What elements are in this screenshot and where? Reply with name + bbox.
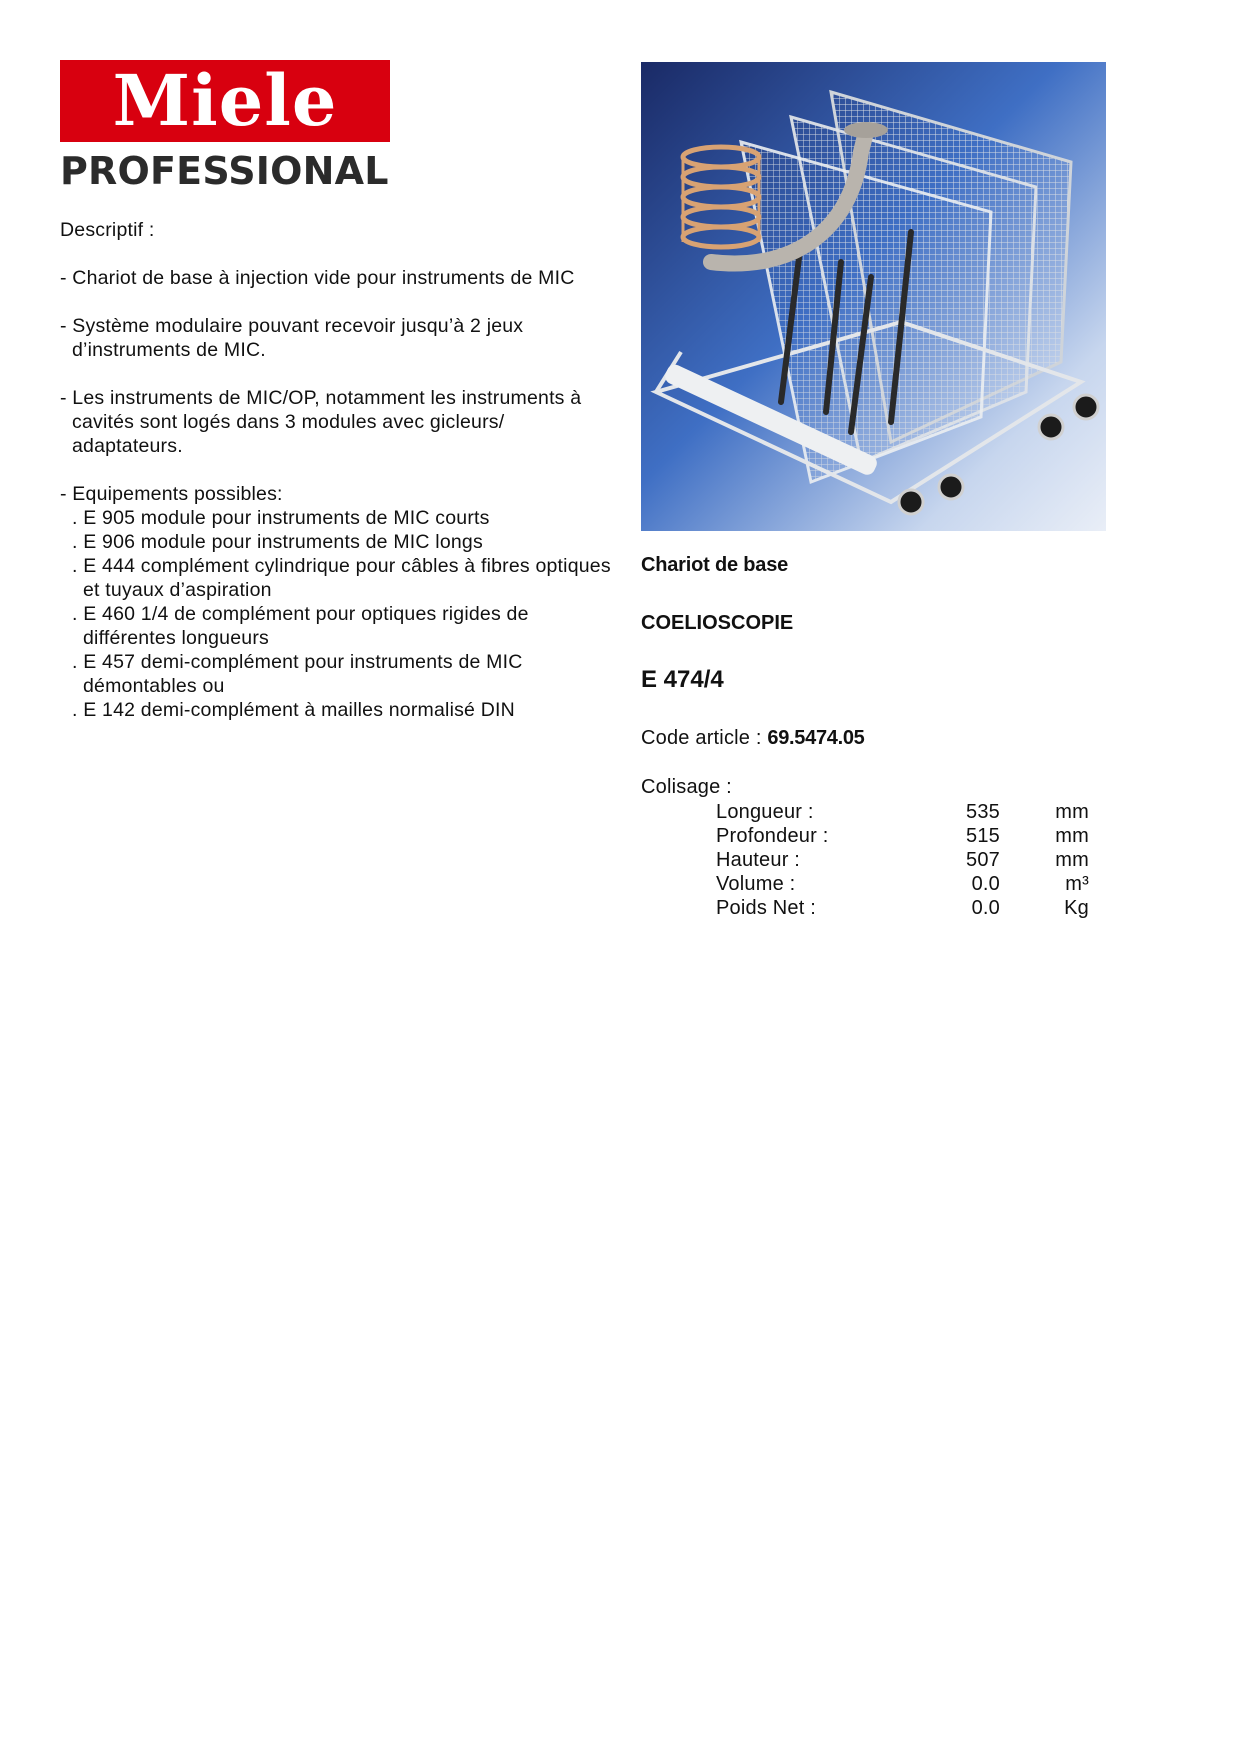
packing-row-label: Poids Net : [716, 897, 817, 919]
packing-row-unit: mm [1055, 801, 1089, 823]
cart-illustration [641, 62, 1106, 531]
equipment-item: . E 142 demi-complément à mailles normalisé DIN [72, 699, 515, 721]
packing-row-unit: mm [1055, 825, 1089, 847]
description-label: Descriptif : [60, 219, 155, 241]
article-code [641, 727, 865, 750]
equipment-list [60, 506, 620, 722]
packing-row [716, 824, 1096, 848]
packing-row-label: Hauteur : [716, 849, 801, 871]
packing-table [716, 800, 1096, 920]
packing-row-label: Profondeur : [716, 825, 829, 847]
packing-row [716, 872, 1096, 896]
equipment-item: . E 460 1/4 de complément pour optiques rigides de différentes longueurs [72, 603, 529, 649]
product-photo [641, 62, 1106, 531]
description-section [60, 218, 620, 722]
equipment-item: . E 905 module pour instruments de MIC courts [72, 507, 490, 529]
packing-row-unit: Kg [1064, 897, 1089, 919]
product-title: Chariot de base [641, 554, 789, 576]
article-code-label: Code article : [641, 727, 768, 749]
packing-row [716, 896, 1096, 920]
product-category: COELIOSCOPIE [641, 612, 794, 634]
packing-row-value: 0.0 [971, 897, 1000, 919]
miele-professional-logo [60, 60, 390, 194]
description-paragraph: - Système modulaire pouvant recevoir jusqu’à 2 jeux d’instruments de MIC. [60, 315, 524, 361]
equipment-item: . E 444 complément cylindrique pour câbles à fibres optiques et tuyaux d’aspiration [72, 555, 611, 601]
packing-row-value: 507 [966, 849, 1000, 871]
packing-row [716, 848, 1096, 872]
packing-row [716, 800, 1096, 824]
equipment-item: . E 906 module pour instruments de MIC longs [72, 531, 483, 553]
logo-red-banner [60, 60, 390, 142]
packing-row-unit: m³ [1065, 873, 1089, 895]
packing-row-label: Volume : [716, 873, 796, 895]
product-model: E 474/4 [641, 666, 724, 693]
logo-professional-text: PROFESSIONAL [60, 149, 389, 193]
packing-row-label: Longueur : [716, 801, 814, 823]
packing-row-value: 535 [966, 801, 1000, 823]
description-paragraph: - Chariot de base à injection vide pour instruments de MIC [60, 267, 575, 289]
packing-label: Colisage : [641, 776, 732, 798]
article-code-value: 69.5474.05 [767, 727, 865, 749]
equipment-item: . E 457 demi-complément pour instruments de MIC démontables ou [72, 651, 523, 697]
packing-row-value: 515 [966, 825, 1000, 847]
logo-brand-text: Miele [112, 59, 338, 142]
packing-row-unit: mm [1055, 849, 1089, 871]
packing-row-value: 0.0 [971, 873, 1000, 895]
equipment-label: - Equipements possibles: [60, 483, 283, 505]
description-paragraph: - Les instruments de MIC/OP, notamment les instruments à cavités sont logés dans 3 modules avec gicleurs/ adaptateurs. [60, 387, 582, 457]
